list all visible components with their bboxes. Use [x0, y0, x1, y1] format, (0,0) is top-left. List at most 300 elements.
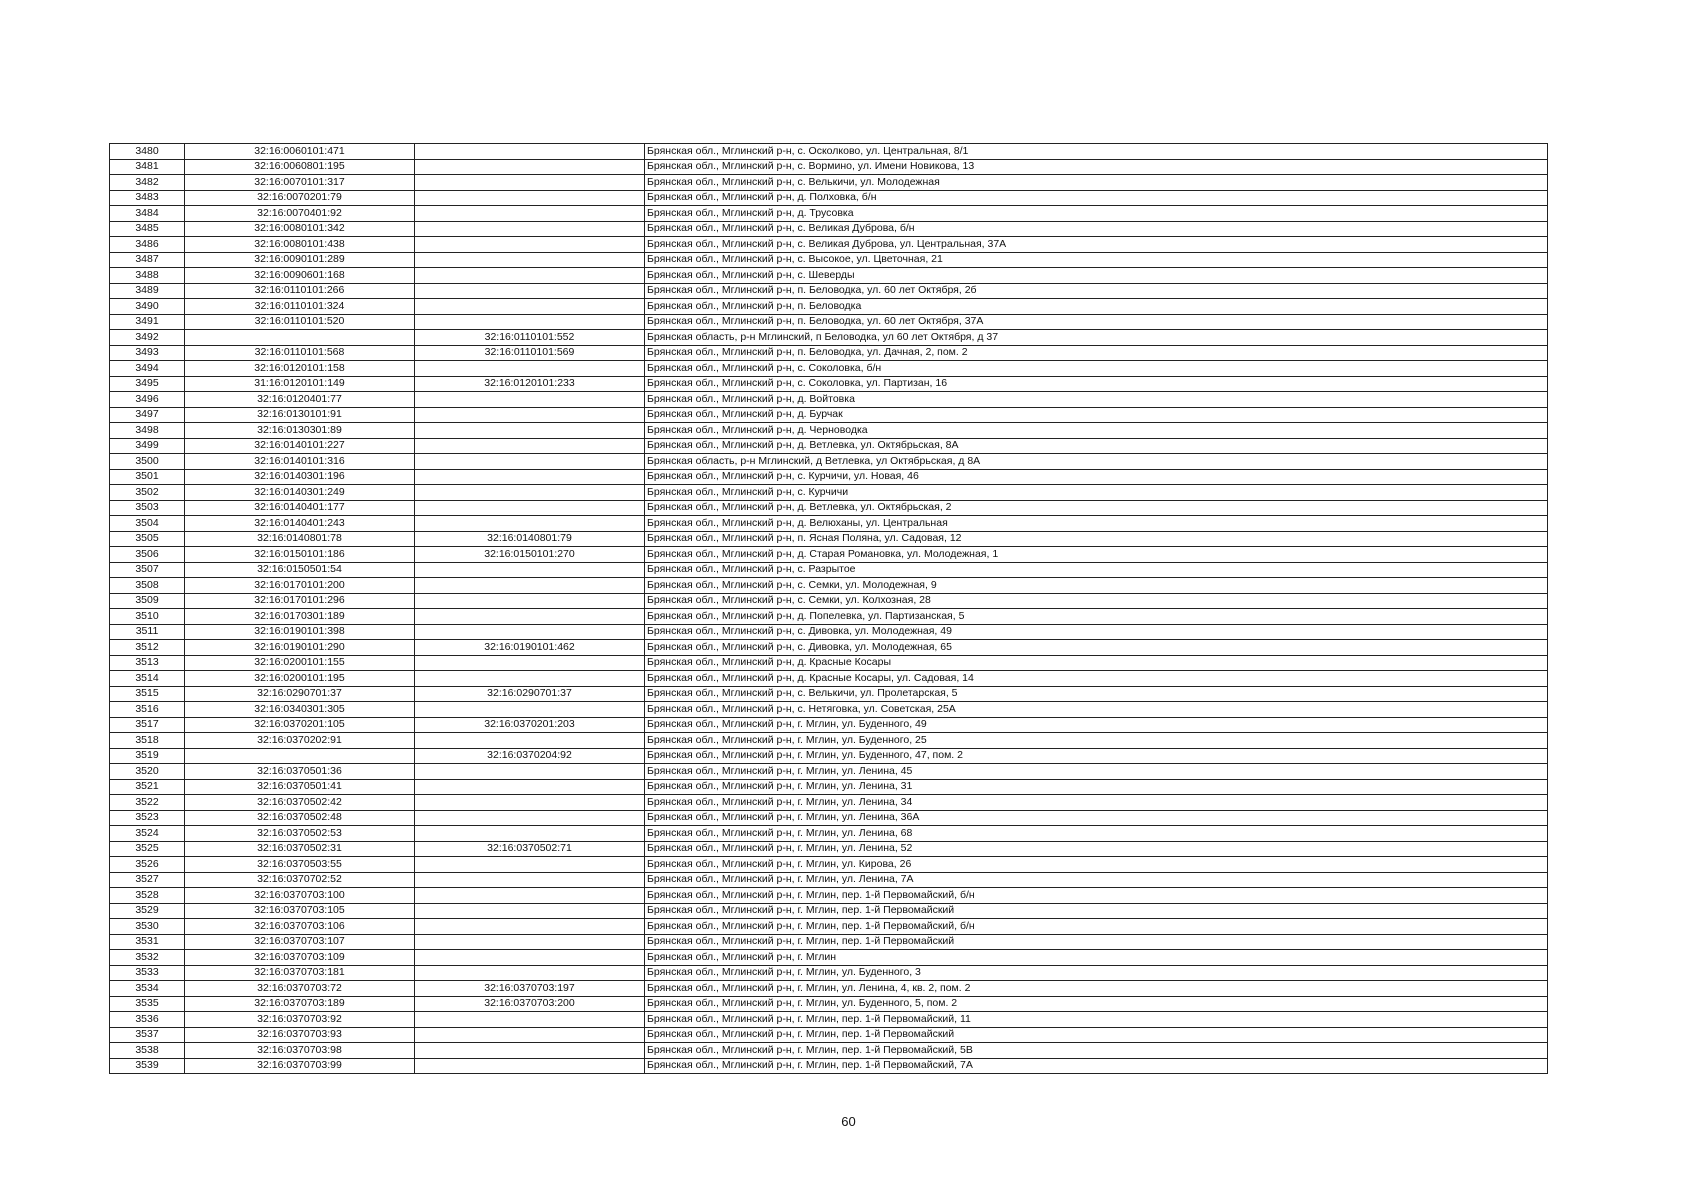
row-number: 3517: [110, 717, 185, 733]
row-number: 3487: [110, 252, 185, 268]
related-cadastral-number: [415, 392, 645, 408]
address: Брянская обл., Мглинский р-н, д. Полховка, б/н: [645, 190, 1548, 206]
table-row: [110, 702, 1548, 718]
related-cadastral-number: [415, 283, 645, 299]
address: Брянская обл., Мглинский р-н, д. Ветлевка, ул. Октябрьская, 8А: [645, 438, 1548, 454]
address: Брянская обл., Мглинский р-н, с. Курчичи: [645, 485, 1548, 501]
address: Брянская обл., Мглинский р-н, п. Беловодка, ул. 60 лет Октября, 37А: [645, 314, 1548, 330]
table-row: [110, 562, 1548, 578]
related-cadastral-number: [415, 655, 645, 671]
related-cadastral-number: [415, 175, 645, 191]
row-number: 3507: [110, 562, 185, 578]
related-cadastral-number: 32:16:0370204:92: [415, 748, 645, 764]
table-row: [110, 1012, 1548, 1028]
related-cadastral-number: [415, 609, 645, 625]
table-row: [110, 299, 1548, 315]
cadastral-number: 32:16:0130101:91: [185, 407, 415, 423]
table-row: [110, 206, 1548, 222]
cadastral-number: 31:16:0120101:149: [185, 376, 415, 392]
row-number: 3501: [110, 469, 185, 485]
table-row: [110, 919, 1548, 935]
related-cadastral-number: [415, 438, 645, 454]
related-cadastral-number: 32:16:0370703:197: [415, 981, 645, 997]
address: Брянская обл., Мглинский р-н, п. Беловодка: [645, 299, 1548, 315]
cadastral-number: 32:16:0370201:105: [185, 717, 415, 733]
table-row: [110, 144, 1548, 160]
cadastral-number: 32:16:0140801:78: [185, 531, 415, 547]
address: Брянская обл., Мглинский р-н, д. Велюханы, ул. Центральная: [645, 516, 1548, 532]
cadastral-number: 32:16:0060801:195: [185, 159, 415, 175]
cadastral-number: 32:16:0140101:227: [185, 438, 415, 454]
table-row: [110, 981, 1548, 997]
table-row: [110, 345, 1548, 361]
row-number: 3522: [110, 795, 185, 811]
row-number: 3493: [110, 345, 185, 361]
address: Брянская обл., Мглинский р-н, г. Мглин, пер. 1-й Первомайский: [645, 1027, 1548, 1043]
address: Брянская обл., Мглинский р-н, г. Мглин, пер. 1-й Первомайский: [645, 903, 1548, 919]
row-number: 3525: [110, 841, 185, 857]
cadastral-number: 32:16:0120401:77: [185, 392, 415, 408]
table-row: [110, 330, 1548, 346]
cadastral-number: 32:16:0150101:186: [185, 547, 415, 563]
table-row: [110, 547, 1548, 563]
cadastral-number: 32:16:0110101:568: [185, 345, 415, 361]
cadastral-number: 32:16:0370703:100: [185, 888, 415, 904]
address: Брянская обл., Мглинский р-н, г. Мглин, ул. Кирова, 26: [645, 857, 1548, 873]
table-row: [110, 376, 1548, 392]
related-cadastral-number: 32:16:0110101:552: [415, 330, 645, 346]
table-row: [110, 965, 1548, 981]
row-number: 3524: [110, 826, 185, 842]
cadastral-number: 32:16:0080101:342: [185, 221, 415, 237]
related-cadastral-number: 32:16:0150101:270: [415, 547, 645, 563]
row-number: 3513: [110, 655, 185, 671]
row-number: 3498: [110, 423, 185, 439]
address: Брянская обл., Мглинский р-н, г. Мглин, ул. Ленина, 7А: [645, 872, 1548, 888]
cadastral-number: 32:16:0370502:31: [185, 841, 415, 857]
table-row: [110, 609, 1548, 625]
table-row: [110, 500, 1548, 516]
related-cadastral-number: [415, 423, 645, 439]
table-row: [110, 903, 1548, 919]
cadastral-number: 32:16:0070101:317: [185, 175, 415, 191]
cadastral-number: 32:16:0200101:195: [185, 671, 415, 687]
row-number: 3482: [110, 175, 185, 191]
cadastral-number: 32:16:0190101:398: [185, 624, 415, 640]
related-cadastral-number: [415, 593, 645, 609]
row-number: 3520: [110, 764, 185, 780]
table-row: [110, 857, 1548, 873]
table-row: [110, 655, 1548, 671]
row-number: 3499: [110, 438, 185, 454]
related-cadastral-number: [415, 206, 645, 222]
row-number: 3523: [110, 810, 185, 826]
table-row: [110, 190, 1548, 206]
related-cadastral-number: [415, 965, 645, 981]
table-row: [110, 748, 1548, 764]
related-cadastral-number: [415, 159, 645, 175]
row-number: 3535: [110, 996, 185, 1012]
related-cadastral-number: [415, 190, 645, 206]
row-number: 3492: [110, 330, 185, 346]
cadastral-number: 32:16:0140401:177: [185, 500, 415, 516]
address: Брянская обл., Мглинский р-н, с. Велькичи, ул. Молодежная: [645, 175, 1548, 191]
row-number: 3483: [110, 190, 185, 206]
address: Брянская обл., Мглинский р-н, г. Мглин, пер. 1-й Первомайский, б/н: [645, 888, 1548, 904]
address: Брянская обл., Мглинский р-н, п. Ясная Поляна, ул. Садовая, 12: [645, 531, 1548, 547]
cadastral-number: 32:16:0370503:55: [185, 857, 415, 873]
address: Брянская обл., Мглинский р-н, с. Семки, ул. Колхозная, 28: [645, 593, 1548, 609]
cadastral-number: 32:16:0370703:181: [185, 965, 415, 981]
related-cadastral-number: [415, 872, 645, 888]
table-row: [110, 872, 1548, 888]
address: Брянская обл., Мглинский р-н, г. Мглин, ул. Ленина, 4, кв. 2, пом. 2: [645, 981, 1548, 997]
related-cadastral-number: [415, 1058, 645, 1074]
cadastral-number: 32:16:0140301:249: [185, 485, 415, 501]
related-cadastral-number: [415, 795, 645, 811]
row-number: 3488: [110, 268, 185, 284]
address: Брянская обл., Мглинский р-н, с. Дивовка, ул. Молодежная, 65: [645, 640, 1548, 656]
table-row: [110, 624, 1548, 640]
cadastral-number: 32:16:0120101:158: [185, 361, 415, 377]
row-number: 3539: [110, 1058, 185, 1074]
table-row: [110, 717, 1548, 733]
related-cadastral-number: [415, 779, 645, 795]
table-row: [110, 392, 1548, 408]
row-number: 3531: [110, 934, 185, 950]
cadastral-number: 32:16:0190101:290: [185, 640, 415, 656]
table-row: [110, 593, 1548, 609]
address: Брянская обл., Мглинский р-н, п. Беловодка, ул. 60 лет Октября, 2б: [645, 283, 1548, 299]
row-number: 3496: [110, 392, 185, 408]
related-cadastral-number: 32:16:0370201:203: [415, 717, 645, 733]
address: Брянская обл., Мглинский р-н, с. Курчичи, ул. Новая, 46: [645, 469, 1548, 485]
related-cadastral-number: [415, 950, 645, 966]
related-cadastral-number: [415, 469, 645, 485]
address: Брянская обл., Мглинский р-н, г. Мглин, ул. Ленина, 36А: [645, 810, 1548, 826]
related-cadastral-number: [415, 903, 645, 919]
table-row: [110, 1058, 1548, 1074]
address: Брянская обл., Мглинский р-н, с. Великая Дуброва, ул. Центральная, 37А: [645, 237, 1548, 253]
address: Брянская обл., Мглинский р-н, г. Мглин, пер. 1-й Первомайский, б/н: [645, 919, 1548, 935]
address: Брянская обл., Мглинский р-н, п. Беловодка, ул. Дачная, 2, пом. 2: [645, 345, 1548, 361]
table-row: [110, 764, 1548, 780]
cadastral-number: 32:16:0370703:72: [185, 981, 415, 997]
row-number: 3527: [110, 872, 185, 888]
address: Брянская обл., Мглинский р-н, с. Велькичи, ул. Пролетарская, 5: [645, 686, 1548, 702]
address: Брянская обл., Мглинский р-н, с. Семки, ул. Молодежная, 9: [645, 578, 1548, 594]
row-number: 3485: [110, 221, 185, 237]
table-row: [110, 640, 1548, 656]
related-cadastral-number: [415, 500, 645, 516]
related-cadastral-number: [415, 314, 645, 330]
cadastral-number: 32:16:0130301:89: [185, 423, 415, 439]
address: Брянская обл., Мглинский р-н, г. Мглин, ул. Ленина, 45: [645, 764, 1548, 780]
table-row: [110, 423, 1548, 439]
cadastral-number: 32:16:0110101:520: [185, 314, 415, 330]
cadastral-number: 32:16:0370502:53: [185, 826, 415, 842]
row-number: 3509: [110, 593, 185, 609]
address: Брянская обл., Мглинский р-н, г. Мглин: [645, 950, 1548, 966]
related-cadastral-number: 32:16:0370703:200: [415, 996, 645, 1012]
row-number: 3504: [110, 516, 185, 532]
address: Брянская обл., Мглинский р-н, д. Черноводка: [645, 423, 1548, 439]
address: Брянская обл., Мглинский р-н, с. Разрытое: [645, 562, 1548, 578]
row-number: 3530: [110, 919, 185, 935]
related-cadastral-number: [415, 1043, 645, 1059]
row-number: 3532: [110, 950, 185, 966]
row-number: 3486: [110, 237, 185, 253]
related-cadastral-number: [415, 144, 645, 160]
row-number: 3505: [110, 531, 185, 547]
row-number: 3497: [110, 407, 185, 423]
cadastral-number: 32:16:0370703:93: [185, 1027, 415, 1043]
cadastral-number: 32:16:0090101:289: [185, 252, 415, 268]
row-number: 3481: [110, 159, 185, 175]
table-body: [110, 144, 1548, 1074]
table-row: [110, 438, 1548, 454]
related-cadastral-number: [415, 578, 645, 594]
cadastral-number: 32:16:0370703:107: [185, 934, 415, 950]
table-row: [110, 996, 1548, 1012]
row-number: 3512: [110, 640, 185, 656]
address: Брянская обл., Мглинский р-н, с. Соколовка, б/н: [645, 361, 1548, 377]
row-number: 3508: [110, 578, 185, 594]
address: Брянская обл., Мглинский р-н, г. Мглин, ул. Буденного, 47, пом. 2: [645, 748, 1548, 764]
related-cadastral-number: [415, 221, 645, 237]
cadastral-number: 32:16:0060101:471: [185, 144, 415, 160]
address: Брянская обл., Мглинский р-н, г. Мглин, ул. Буденного, 3: [645, 965, 1548, 981]
related-cadastral-number: [415, 252, 645, 268]
address: Брянская область, р-н Мглинский, п Беловодка, ул 60 лет Октября, д 37: [645, 330, 1548, 346]
table-row: [110, 826, 1548, 842]
cadastral-number: 32:16:0370703:99: [185, 1058, 415, 1074]
address: Брянская обл., Мглинский р-н, д. Красные Косары: [645, 655, 1548, 671]
cadastral-number: 32:16:0370703:105: [185, 903, 415, 919]
cadastral-number: 32:16:0290701:37: [185, 686, 415, 702]
address: Брянская обл., Мглинский р-н, г. Мглин, пер. 1-й Первомайский, 5В: [645, 1043, 1548, 1059]
related-cadastral-number: [415, 237, 645, 253]
address: Брянская обл., Мглинский р-н, г. Мглин, ул. Буденного, 25: [645, 733, 1548, 749]
related-cadastral-number: [415, 268, 645, 284]
related-cadastral-number: [415, 624, 645, 640]
row-number: 3533: [110, 965, 185, 981]
cadastral-number: [185, 330, 415, 346]
table-row: [110, 578, 1548, 594]
related-cadastral-number: [415, 857, 645, 873]
cadastral-number: 32:16:0340301:305: [185, 702, 415, 718]
address: Брянская обл., Мглинский р-н, д. Красные Косары, ул. Садовая, 14: [645, 671, 1548, 687]
table-row: [110, 795, 1548, 811]
related-cadastral-number: [415, 485, 645, 501]
table-row: [110, 283, 1548, 299]
cadastral-number: 32:16:0370703:189: [185, 996, 415, 1012]
table-row: [110, 252, 1548, 268]
related-cadastral-number: 32:16:0190101:462: [415, 640, 645, 656]
related-cadastral-number: [415, 888, 645, 904]
cadastral-number: 32:16:0140301:196: [185, 469, 415, 485]
row-number: 3491: [110, 314, 185, 330]
cadastral-table: [109, 143, 1548, 1074]
cadastral-number: 32:16:0140101:316: [185, 454, 415, 470]
related-cadastral-number: [415, 361, 645, 377]
row-number: 3511: [110, 624, 185, 640]
table-row: [110, 841, 1548, 857]
related-cadastral-number: [415, 733, 645, 749]
address: Брянская обл., Мглинский р-н, д. Попелевка, ул. Партизанская, 5: [645, 609, 1548, 625]
address: Брянская обл., Мглинский р-н, с. Соколовка, ул. Партизан, 16: [645, 376, 1548, 392]
related-cadastral-number: [415, 826, 645, 842]
address: Брянская обл., Мглинский р-н, г. Мглин, ул. Ленина, 34: [645, 795, 1548, 811]
related-cadastral-number: [415, 1027, 645, 1043]
row-number: 3515: [110, 686, 185, 702]
cadastral-number: 32:16:0110101:324: [185, 299, 415, 315]
related-cadastral-number: 32:16:0120101:233: [415, 376, 645, 392]
related-cadastral-number: 32:16:0110101:569: [415, 345, 645, 361]
address: Брянская обл., Мглинский р-н, г. Мглин, ул. Ленина, 31: [645, 779, 1548, 795]
row-number: 3526: [110, 857, 185, 873]
cadastral-number: 32:16:0370502:48: [185, 810, 415, 826]
cadastral-number: 32:16:0370703:106: [185, 919, 415, 935]
table-row: [110, 268, 1548, 284]
table-row: [110, 1043, 1548, 1059]
row-number: 3534: [110, 981, 185, 997]
page-number: 60: [841, 1114, 856, 1129]
row-number: 3490: [110, 299, 185, 315]
cadastral-number: 32:16:0370703:109: [185, 950, 415, 966]
row-number: 3538: [110, 1043, 185, 1059]
related-cadastral-number: [415, 810, 645, 826]
row-number: 3500: [110, 454, 185, 470]
row-number: 3489: [110, 283, 185, 299]
cadastral-number: 32:16:0080101:438: [185, 237, 415, 253]
address: Брянская обл., Мглинский р-н, д. Ветлевка, ул. Октябрьская, 2: [645, 500, 1548, 516]
row-number: 3506: [110, 547, 185, 563]
address: Брянская обл., Мглинский р-н, г. Мглин, ул. Ленина, 52: [645, 841, 1548, 857]
cadastral-number: [185, 748, 415, 764]
cadastral-number: 32:16:0140401:243: [185, 516, 415, 532]
address: Брянская обл., Мглинский р-н, с. Вормино, ул. Имени Новикова, 13: [645, 159, 1548, 175]
cadastral-number: 32:16:0090601:168: [185, 268, 415, 284]
address: Брянская обл., Мглинский р-н, с. Осколково, ул. Центральная, 8/1: [645, 144, 1548, 160]
address: Брянская обл., Мглинский р-н, д. Старая Романовка, ул. Молодежная, 1: [645, 547, 1548, 563]
row-number: 3518: [110, 733, 185, 749]
address: Брянская обл., Мглинский р-н, д. Бурчак: [645, 407, 1548, 423]
row-number: 3514: [110, 671, 185, 687]
table-row: [110, 516, 1548, 532]
table-row: [110, 485, 1548, 501]
table-row: [110, 531, 1548, 547]
address: Брянская обл., Мглинский р-н, д. Трусовка: [645, 206, 1548, 222]
related-cadastral-number: [415, 454, 645, 470]
related-cadastral-number: [415, 934, 645, 950]
related-cadastral-number: 32:16:0290701:37: [415, 686, 645, 702]
cadastral-number: 32:16:0170101:200: [185, 578, 415, 594]
related-cadastral-number: 32:16:0370502:71: [415, 841, 645, 857]
cadastral-number: 32:16:0070201:79: [185, 190, 415, 206]
related-cadastral-number: [415, 764, 645, 780]
row-number: 3502: [110, 485, 185, 501]
related-cadastral-number: [415, 1012, 645, 1028]
row-number: 3521: [110, 779, 185, 795]
table-row: [110, 888, 1548, 904]
row-number: 3528: [110, 888, 185, 904]
table-row: [110, 469, 1548, 485]
table-row: [110, 950, 1548, 966]
table-row: [110, 1027, 1548, 1043]
related-cadastral-number: 32:16:0140801:79: [415, 531, 645, 547]
row-number: 3484: [110, 206, 185, 222]
table-row: [110, 175, 1548, 191]
row-number: 3529: [110, 903, 185, 919]
row-number: 3495: [110, 376, 185, 392]
cadastral-number: 32:16:0370502:42: [185, 795, 415, 811]
table-row: [110, 314, 1548, 330]
row-number: 3480: [110, 144, 185, 160]
address: Брянская обл., Мглинский р-н, г. Мглин, ул. Буденного, 5, пом. 2: [645, 996, 1548, 1012]
related-cadastral-number: [415, 407, 645, 423]
cadastral-number: 32:16:0150501:54: [185, 562, 415, 578]
row-number: 3494: [110, 361, 185, 377]
table-row: [110, 407, 1548, 423]
address: Брянская обл., Мглинский р-н, д. Войтовка: [645, 392, 1548, 408]
address: Брянская обл., Мглинский р-н, г. Мглин, ул. Буденного, 49: [645, 717, 1548, 733]
cadastral-number: 32:16:0370703:92: [185, 1012, 415, 1028]
address: Брянская обл., Мглинский р-н, с. Высокое, ул. Цветочная, 21: [645, 252, 1548, 268]
related-cadastral-number: [415, 562, 645, 578]
row-number: 3537: [110, 1027, 185, 1043]
table-row: [110, 361, 1548, 377]
related-cadastral-number: [415, 671, 645, 687]
cadastral-number: 32:16:0110101:266: [185, 283, 415, 299]
row-number: 3503: [110, 500, 185, 516]
address: Брянская обл., Мглинский р-н, г. Мглин, пер. 1-й Первомайский: [645, 934, 1548, 950]
address: Брянская область, р-н Мглинский, д Ветлевка, ул Октябрьская, д 8А: [645, 454, 1548, 470]
row-number: 3516: [110, 702, 185, 718]
address: Брянская обл., Мглинский р-н, с. Великая Дуброва, б/н: [645, 221, 1548, 237]
cadastral-number: 32:16:0370702:52: [185, 872, 415, 888]
cadastral-number: 32:16:0200101:155: [185, 655, 415, 671]
table-row: [110, 671, 1548, 687]
address: Брянская обл., Мглинский р-н, г. Мглин, пер. 1-й Первомайский, 11: [645, 1012, 1548, 1028]
table-row: [110, 810, 1548, 826]
cadastral-number: 32:16:0170101:296: [185, 593, 415, 609]
address: Брянская обл., Мглинский р-н, с. Дивовка, ул. Молодежная, 49: [645, 624, 1548, 640]
cadastral-number: 32:16:0370501:41: [185, 779, 415, 795]
address: Брянская обл., Мглинский р-н, г. Мглин, пер. 1-й Первомайский, 7А: [645, 1058, 1548, 1074]
address: Брянская обл., Мглинский р-н, с. Нетяговка, ул. Советская, 25А: [645, 702, 1548, 718]
cadastral-number: 32:16:0370202:91: [185, 733, 415, 749]
related-cadastral-number: [415, 919, 645, 935]
row-number: 3519: [110, 748, 185, 764]
address: Брянская обл., Мглинский р-н, г. Мглин, ул. Ленина, 68: [645, 826, 1548, 842]
cadastral-number: 32:16:0370703:98: [185, 1043, 415, 1059]
address: Брянская обл., Мглинский р-н, с. Шеверды: [645, 268, 1548, 284]
table-row: [110, 221, 1548, 237]
cadastral-number: 32:16:0070401:92: [185, 206, 415, 222]
table-row: [110, 159, 1548, 175]
row-number: 3510: [110, 609, 185, 625]
cadastral-number: 32:16:0370501:36: [185, 764, 415, 780]
table-row: [110, 686, 1548, 702]
cadastral-number: 32:16:0170301:189: [185, 609, 415, 625]
related-cadastral-number: [415, 702, 645, 718]
related-cadastral-number: [415, 516, 645, 532]
table-row: [110, 733, 1548, 749]
table-row: [110, 237, 1548, 253]
table-row: [110, 454, 1548, 470]
table-row: [110, 934, 1548, 950]
